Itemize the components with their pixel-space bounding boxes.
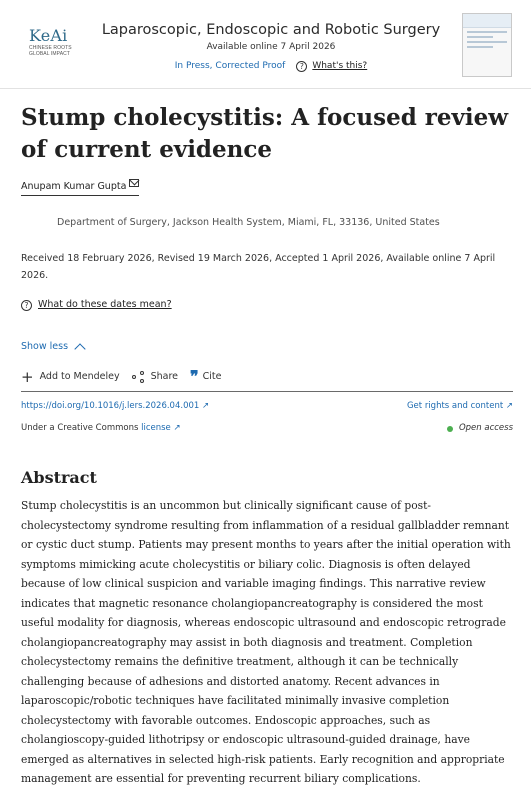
question-circle-icon: ?: [21, 300, 32, 311]
keai-logo[interactable]: [29, 27, 77, 57]
in-press-link[interactable]: In Press, Corrected Proof: [174, 61, 286, 71]
show-less-label: Show less: [21, 341, 69, 352]
doi-text: https://doi.org/10.1016/j.lers.2026.04.001: [21, 401, 200, 411]
get-rights-label: Get rights and content: [406, 401, 504, 411]
open-access-badge: [447, 422, 513, 435]
journal-title[interactable]: Laparoscopic, Endoscopic and Robotic Surgery: [101, 22, 441, 38]
cite-button[interactable]: [190, 367, 222, 386]
actions-divider: [21, 391, 513, 392]
cite-label: Cite: [202, 371, 222, 382]
logo-tagline-1: CHINESE ROOTS: [29, 45, 72, 51]
article-title: Stump cholecystitis: A focused review of current evidence: [21, 104, 509, 163]
license-prefix: Under a Creative Commons: [21, 423, 139, 433]
author-name: Anupam Kumar Gupta: [21, 181, 127, 192]
article-actions: [21, 367, 233, 386]
cover-line: [467, 31, 507, 33]
dates-help-label: What do these dates mean?: [38, 299, 172, 310]
show-less-button[interactable]: [21, 340, 84, 354]
abstract-heading: Abstract: [21, 468, 97, 487]
share-label: Share: [150, 371, 179, 382]
add-to-mendeley-button[interactable]: [21, 370, 120, 384]
share-button[interactable]: [132, 370, 178, 384]
doi-link[interactable]: [21, 400, 209, 413]
question-circle-icon[interactable]: ?: [296, 61, 307, 72]
open-access-dot-icon: [447, 426, 453, 432]
share-icon: [132, 371, 145, 383]
logo-wordmark: KeAi: [29, 26, 68, 45]
author-affiliation: Department of Surgery, Jackson Health System, Miami, FL, 33136, United States: [57, 217, 440, 228]
cover-line: [467, 36, 493, 38]
quote-icon: ❞: [190, 367, 197, 386]
article-status-row: [90, 60, 452, 73]
dates-help-link[interactable]: [21, 298, 172, 312]
license-link[interactable]: [141, 423, 181, 433]
cover-line: [467, 46, 493, 48]
cover-banner: [463, 14, 511, 28]
license-statement: [21, 422, 181, 435]
journal-cover-thumbnail[interactable]: [462, 13, 512, 77]
abstract-text: Stump cholecystitis is an uncommon but clinically significant cause of post-cholecystectomy syndrome resulting from inflammation of a residual gallbladder remnant or cystic duct stump. Patients may present months to years after the initial operation with symptoms mimicking acute cholecystitis or biliary colic. Diagnosis is often delayed because of low clinical suspicion and variable imaging findings. This narrative review indicates that magnetic resonance cholangiopancreatography is considered the most useful modality for diagnosis, whereas endoscopic ultrasound and endoscopic retrograde cholangiopancreatography may assist in both diagnosis and treatment. Completion cholecystectomy remains the definitive treatment, although it can be technically challenging because of adhesions and distorted anatomy. Recent advances in laparoscopic/robotic techniques have facilitated minimally invasive completion cholecystectomy with favorable outcomes. Endoscopic approaches, such as cholangioscopy-guided lithotripsy or endoscopic ultrasound-guided drainage, have emerged as alternatives in selected high-risk patients. Early recognition and appropriate management are essential for preventing recurrent biliary complications.: [21, 499, 511, 785]
plus-icon: +: [21, 368, 34, 386]
article-history-dates: Received 18 February 2026, Revised 19 March 2026, Accepted 1 April 2026, Available online 7 April 2026.: [21, 253, 496, 281]
get-rights-link[interactable]: [407, 400, 513, 413]
envelope-icon[interactable]: [129, 179, 139, 187]
header-divider: [0, 88, 531, 89]
journal-header: [0, 0, 531, 87]
cover-line: [467, 41, 507, 43]
arrow-up-right-icon: ↗: [505, 401, 513, 411]
add-to-mendeley-label: Add to Mendeley: [39, 371, 120, 382]
whats-this-link[interactable]: What's this?: [312, 61, 368, 71]
available-online-date: Available online 7 April 2026: [206, 42, 336, 52]
journal-info: [90, 20, 452, 73]
arrow-up-right-icon: ↗: [202, 401, 210, 411]
open-access-label: Open access: [458, 423, 513, 433]
logo-tagline-2: GLOBAL IMPACT: [29, 51, 71, 57]
license-link-label: license: [141, 423, 171, 433]
chevron-up-icon: [74, 343, 85, 354]
author-link[interactable]: [21, 180, 139, 196]
arrow-up-right-icon: ↗: [173, 423, 181, 433]
